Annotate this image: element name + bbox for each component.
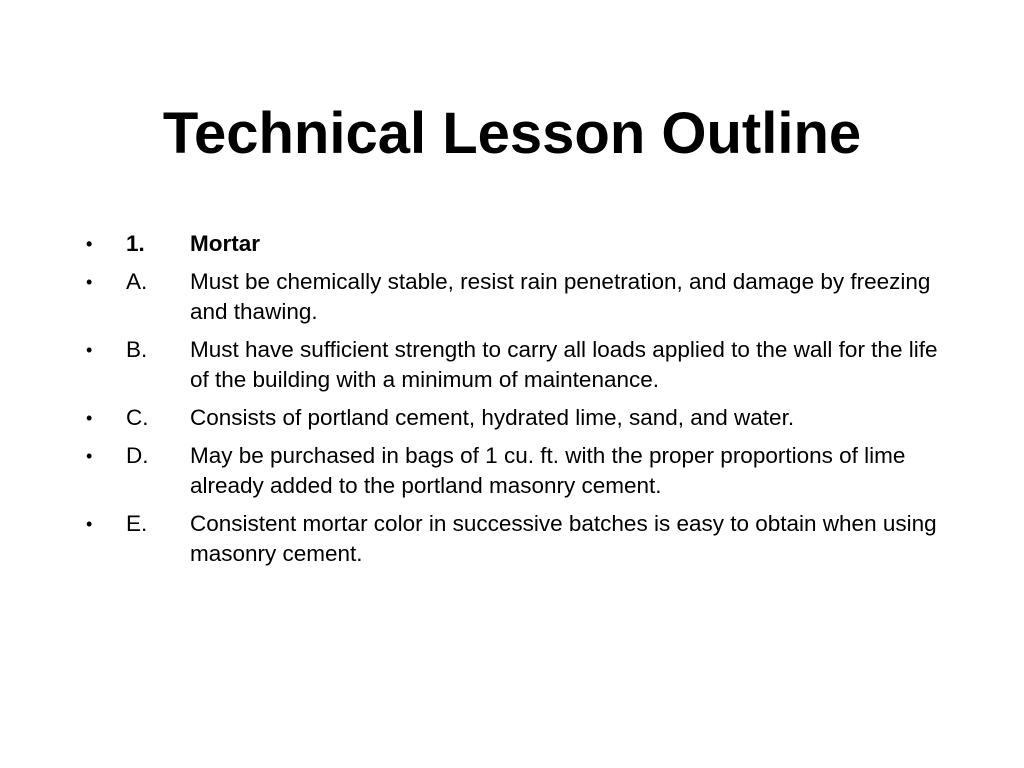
bullet-icon: • (86, 272, 93, 292)
bullet-icon: • (86, 514, 93, 534)
item-text: Mortar (190, 231, 261, 256)
outline-item-mortar-heading (86, 229, 946, 259)
item-text: Consistent mortar color in successive batches is easy to obtain when using masonry cement. (190, 511, 937, 566)
bullet-icon: • (86, 408, 93, 428)
bullet-icon: • (86, 340, 93, 360)
outline-item-e (86, 509, 946, 569)
bullet-icon: • (86, 446, 93, 466)
item-marker: E. (126, 511, 148, 536)
item-text: Must be chemically stable, resist rain penetration, and damage by freezing and thawing. (190, 269, 931, 324)
item-text: Consists of portland cement, hydrated lime, sand, and water. (190, 405, 795, 430)
item-marker: D. (126, 443, 149, 468)
item-marker: B. (126, 337, 148, 362)
slide-title: Technical Lesson Outline (162, 101, 862, 166)
outline-item-a (86, 267, 946, 327)
outline-item-d (86, 441, 946, 501)
item-marker: C. (126, 405, 149, 430)
item-marker: A. (126, 269, 148, 294)
bullet-icon: • (86, 234, 93, 254)
item-text: May be purchased in bags of 1 cu. ft. with the proper proportions of lime already added to the portland masonry cement. (190, 443, 906, 498)
outline-list (86, 229, 946, 577)
item-text: Must have sufficient strength to carry all loads applied to the wall for the life of the building with a minimum of maintenance. (190, 337, 938, 392)
outline-item-b (86, 335, 946, 395)
item-marker: 1. (126, 231, 145, 256)
outline-item-c (86, 403, 946, 433)
